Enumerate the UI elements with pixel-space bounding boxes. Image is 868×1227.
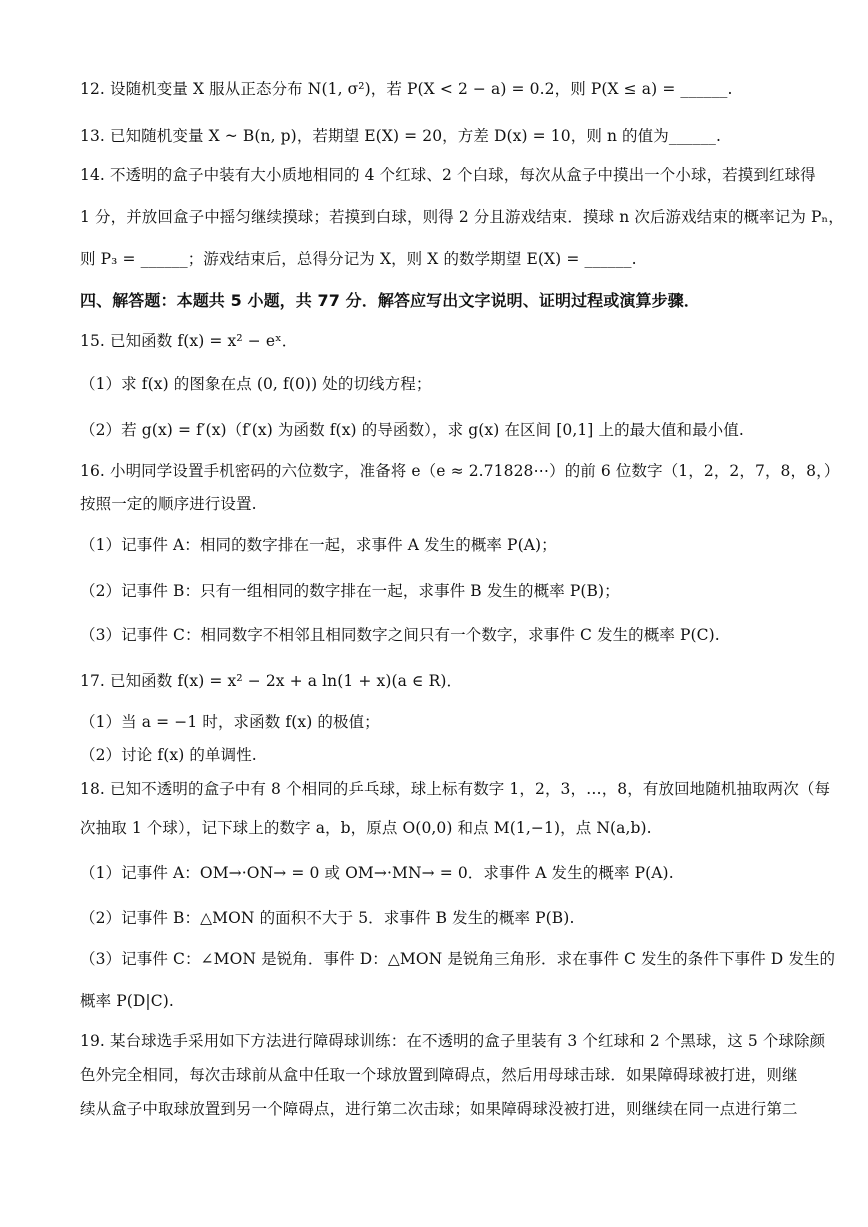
section-heading: 四、解答题：本题共 5 小题，共 77 分．解答应写出文字说明、证明过程或演算步骤．: [80, 291, 700, 310]
question-18-line-1: 18. 已知不透明的盒子中有 8 个相同的乒乓球，球上标有数字 1，2，3，…，8，有放回地随机抽取两次（每: [80, 780, 831, 798]
question-14-line-2: 1 分，并放回盒子中摇匀继续摸球；若摸到白球，则得 2 分且游戏结束．摸球 n 次后游戏结束的概率记为 Pₙ，: [80, 208, 844, 226]
question-16-line-2: 按照一定的顺序进行设置.: [80, 495, 257, 513]
question-19-line-2: 色外完全相同，每次击球前从盒中任取一个球放置到障碍点，然后用母球击球．如果障碍球被打进，则继: [80, 1066, 798, 1084]
question-12: 12. 设随机变量 X 服从正态分布 N(1, σ²)，若 P(X < 2 − a) = 0.2，则 P(X ≤ a) = ______.: [80, 80, 733, 98]
question-18-line-2: 次抽取 1 个球），记下球上的数字 a，b，原点 O(0,0) 和点 M(1,−1)，点 N(a,b).: [80, 819, 652, 837]
question-14-line-1: 14. 不透明的盒子中装有大小质地相同的 4 个红球、2 个白球，每次从盒子中摸出一个小球，若摸到红球得: [80, 166, 816, 184]
question-19-line-3: 续从盒子中取球放置到另一个障碍点，进行第二次击球；如果障碍球没被打进，则继续在同一点进行第二: [80, 1100, 798, 1118]
question-15-part-2: （2）若 g(x) = f′(x)（f′(x) 为函数 f(x) 的导函数），求 g(x) 在区间 [0,1] 上的最大值和最小值.: [80, 421, 744, 439]
question-18-part-3-line-1: （3）记事件 C：∠MON 是锐角．事件 D：△MON 是锐角三角形．求在事件 C 发生的条件下事件 D 发生的: [80, 950, 836, 968]
question-14-line-3: 则 P₃ = ______；游戏结束后，总得分记为 X，则 X 的数学期望 E(X) = ______.: [80, 250, 637, 268]
question-18-part-1: （1）记事件 A：OM→·ON→ = 0 或 OM→·MN→ = 0．求事件 A 发生的概率 P(A).: [80, 864, 674, 882]
question-13: 13. 已知随机变量 X ~ B(n, p)，若期望 E(X) = 20，方差 D(x) = 10，则 n 的值为______.: [80, 127, 721, 145]
question-17: 17. 已知函数 f(x) = x² − 2x + a ln(1 + x)(a ∈ R)．: [80, 672, 463, 690]
question-19-line-1: 19. 某台球选手采用如下方法进行障碍球训练：在不透明的盒子里装有 3 个红球和 2 个黑球，这 5 个球除颜: [80, 1032, 826, 1050]
question-15-part-1: （1）求 f(x) 的图象在点 (0, f(0)) 处的切线方程；: [80, 375, 432, 393]
question-17-part-1: （1）当 a = −1 时，求函数 f(x) 的极值；: [80, 713, 380, 731]
question-16-line-1: 16. 小明同学设置手机密码的六位数字，准备将 e（e ≈ 2.71828⋯）的前 6 位数字（1，2，2，7，8，8，）: [80, 462, 840, 480]
question-18-part-3-line-2: 概率 P(D|C).: [80, 992, 174, 1010]
question-15: 15. 已知函数 f(x) = x² − eˣ．: [80, 332, 298, 350]
question-17-part-2: （2）讨论 f(x) 的单调性.: [80, 746, 257, 764]
question-18-part-2: （2）记事件 B：△MON 的面积不大于 5．求事件 B 发生的概率 P(B).: [80, 909, 575, 927]
question-16-part-3: （3）记事件 C：相同数字不相邻且相同数字之间只有一个数字，求事件 C 发生的概率 P(C).: [80, 626, 720, 644]
question-16-part-1: （1）记事件 A：相同的数字排在一起，求事件 A 发生的概率 P(A)；: [80, 536, 557, 554]
question-16-part-2: （2）记事件 B：只有一组相同的数字排在一起，求事件 B 发生的概率 P(B)；: [80, 582, 620, 600]
